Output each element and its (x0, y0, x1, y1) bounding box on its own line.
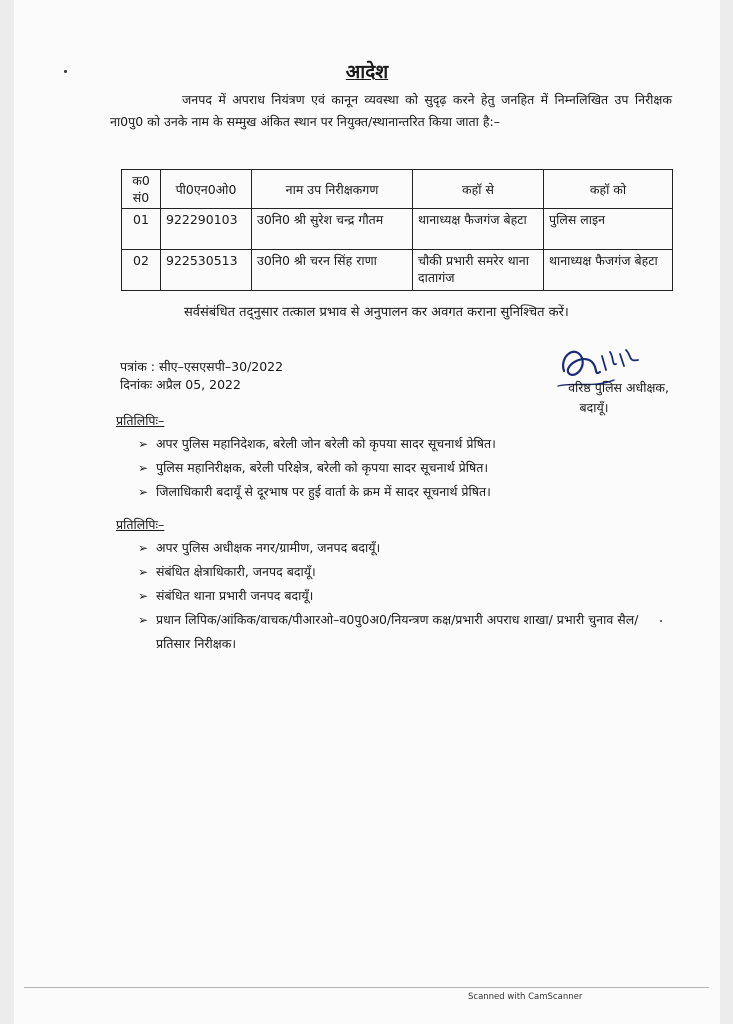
arrow-bullet-icon: ➢ (138, 485, 149, 499)
list-item (138, 560, 646, 584)
footer-divider (24, 987, 709, 988)
order-intro: जनपद में अपराध नियंत्रण एवं कानून व्यवस्था को सुदृढ़ करने हेतु जनहित में निम्नलिखित उप निरीक्षक ना0पु0 को उनके नाम के सम्मुख अंकित स्थान पर नियुक्त/स्थानान्तरित किया जाता है:– (110, 92, 672, 129)
signatory-district: बदायूँ। (579, 400, 609, 415)
arrow-bullet-icon: ➢ (138, 613, 149, 627)
header-serial: क0 सं0 (122, 170, 161, 209)
copy-recipient: संबंधित क्षेत्राधिकारी, जनपद बदायूँ। (156, 564, 316, 579)
document-page (14, 0, 720, 1024)
signatory-designation: वरिष्ठ पुलिस अधीक्षक, (568, 380, 669, 395)
copy-recipient: प्रधान लिपिक/आंकिक/वाचक/पीआरओ–व0पु0अ0/नियन्त्रण कक्ष/प्रभारी अपराध शाखा/ प्रभारी चुनाव सैल/प्रतिसार निरीक्षक। (156, 612, 639, 651)
header-from: कहॉ से (413, 170, 544, 209)
letter-date: दिनांकः अप्रैल 05, 2022 (120, 377, 241, 392)
cell-name: उ0नि0 श्री सुरेश चन्द्र गौतम (252, 209, 413, 250)
reference-block (120, 358, 283, 394)
header-name: नाम उप निरीक्षकगण (252, 170, 413, 209)
letter-number: पत्रांक : सीए–एसएसपी–30/2022 (120, 359, 284, 374)
table-row (122, 209, 673, 250)
list-item (138, 480, 496, 504)
scanner-watermark: Scanned with CamScanner (468, 992, 583, 1002)
list-item (138, 432, 496, 456)
cell-serial: 02 (122, 250, 161, 291)
arrow-bullet-icon: ➢ (138, 589, 149, 603)
scan-speck (660, 620, 662, 622)
cell-pno: 922290103 (161, 209, 252, 250)
copy-recipient: पुलिस महानिरीक्षक, बरेली परिक्षेत्र, बरेली को कृपया सादर सूचनार्थ प्रेषित। (156, 460, 489, 475)
cell-serial: 01 (122, 209, 161, 250)
arrow-bullet-icon: ➢ (138, 541, 149, 555)
order-title: आदेश (345, 61, 389, 83)
list-item (138, 456, 496, 480)
header-pno: पी0एन0ओ0 (161, 170, 252, 209)
cell-name: उ0नि0 श्री चरन सिंह राणा (252, 250, 413, 291)
arrow-bullet-icon: ➢ (138, 437, 149, 451)
cell-from: चौकी प्रभारी समरेर थाना दातागंज (413, 250, 544, 291)
cell-to: थानाध्यक्ष फैजगंज बेहटा (544, 250, 673, 291)
signatory-block (519, 378, 669, 418)
header-to: कहॉ को (544, 170, 673, 209)
copy-recipient: जिलाधिकारी बदायूँ से दूरभाष पर हुई वार्ता के क्रम में सादर सूचनार्थ प्रेषित। (156, 484, 491, 499)
copy-to-heading-2: प्रतिलिपिः– (116, 517, 165, 532)
list-item (138, 584, 646, 608)
table-row (122, 250, 673, 291)
cell-to: पुलिस लाइन (544, 209, 673, 250)
arrow-bullet-icon: ➢ (138, 461, 149, 475)
cell-from: थानाध्यक्ष फैजगंज बेहटा (413, 209, 544, 250)
cell-pno: 922530513 (161, 250, 252, 291)
list-item (138, 536, 646, 560)
compliance-instruction: सर्वसंबंधित तद्नुसार तत्काल प्रभाव से अनुपालन कर अवगत कराना सुनिश्चित करें। (184, 305, 569, 320)
table-header-row (122, 170, 673, 209)
copy-to-list-2 (138, 536, 646, 656)
copy-to-heading: प्रतिलिपिः– (116, 413, 165, 428)
copy-recipient: संबंधित थाना प्रभारी जनपद बदायूँ। (156, 588, 314, 603)
list-item (138, 608, 646, 656)
copy-recipient: अपर पुलिस महानिदेशक, बरेली जोन बरेली को कृपया सादर सूचनार्थ प्रेषित। (156, 436, 496, 451)
copy-to-list (138, 432, 496, 504)
transfer-table (121, 169, 673, 291)
copy-recipient: अपर पुलिस अधीक्षक नगर/ग्रामीण, जनपद बदायूँ। (156, 540, 381, 555)
arrow-bullet-icon: ➢ (138, 565, 149, 579)
